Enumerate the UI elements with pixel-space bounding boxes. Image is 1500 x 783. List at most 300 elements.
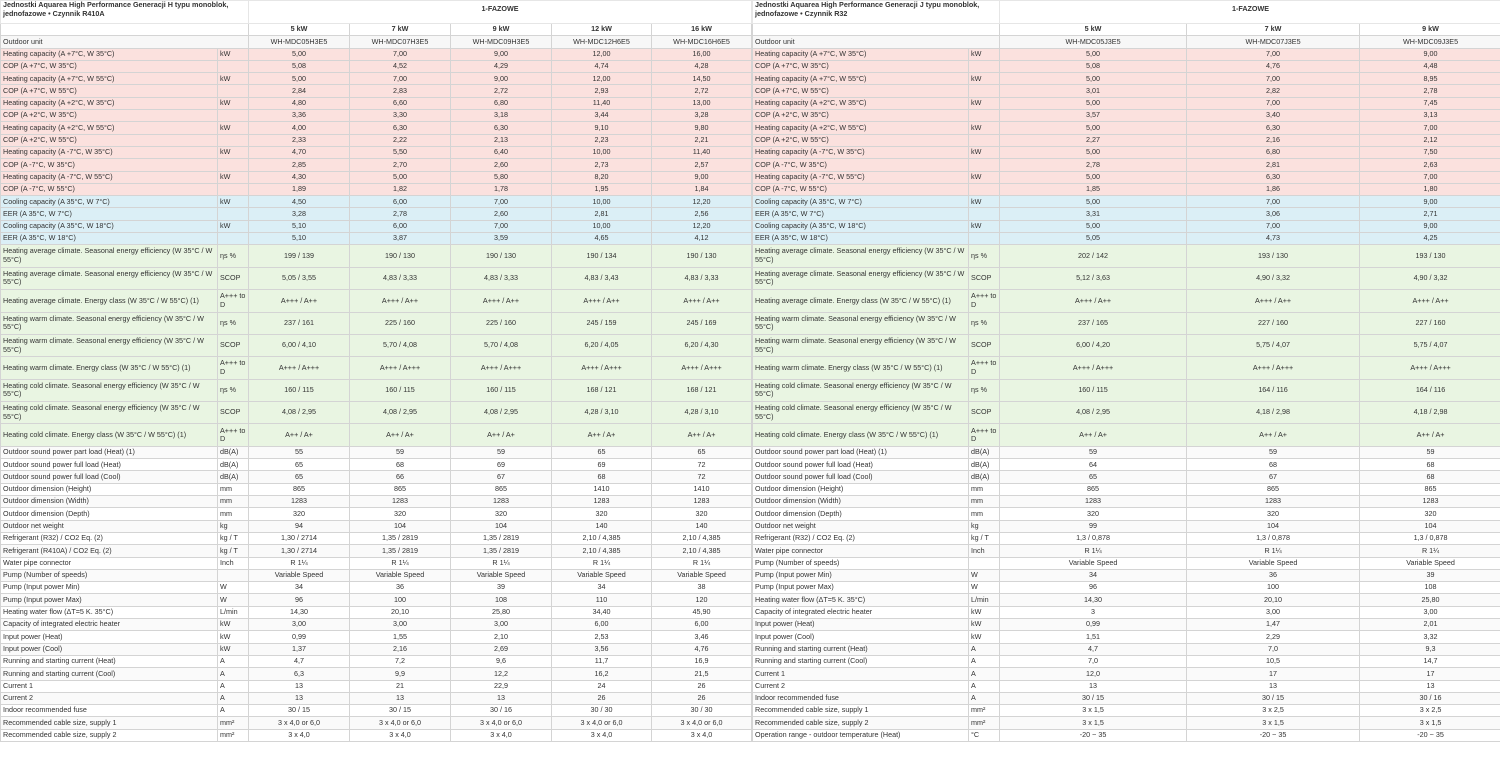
- spec-label: Heating capacity (A -7°C, W 55°C): [1, 171, 218, 183]
- spec-label: Outdoor net weight: [753, 520, 969, 532]
- spec-label: Heating cold climate. Energy class (W 35°C / W 55°C) (1): [1, 424, 218, 446]
- spec-value: 12,2: [451, 668, 552, 680]
- spec-value: 30 / 15: [350, 705, 451, 717]
- spec-value: 7,00: [350, 73, 451, 85]
- spec-label: Heating capacity (A +7°C, W 35°C): [1, 48, 218, 60]
- spec-unit: A+++ to D: [218, 424, 249, 446]
- spec-unit: dB(A): [969, 446, 1000, 458]
- spec-value: 65: [1000, 471, 1187, 483]
- spec-value: 14,7: [1360, 655, 1500, 667]
- spec-value: R 1¼: [552, 557, 652, 569]
- spec-value: 6,30: [350, 122, 451, 134]
- spec-label: Pump (Input power Max): [753, 582, 969, 594]
- spec-value: 5,10: [249, 233, 350, 245]
- spec-value: 193 / 130: [1187, 245, 1360, 267]
- spec-value: 2,84: [249, 85, 350, 97]
- spec-row: [753, 245, 1500, 267]
- spec-value: 3,00: [350, 619, 451, 631]
- spec-value: R 1¼: [451, 557, 552, 569]
- spec-value: 190 / 130: [451, 245, 552, 267]
- spec-row: [753, 267, 1500, 289]
- spec-value: 4,76: [652, 643, 752, 655]
- spec-label: Outdoor net weight: [1, 520, 218, 532]
- spec-row: [753, 483, 1500, 495]
- spec-label: COP (A -7°C, W 55°C): [753, 183, 969, 195]
- spec-value: 4,73: [1187, 233, 1360, 245]
- spec-value: 2,60: [451, 208, 552, 220]
- right-table-body: [753, 48, 1500, 741]
- spec-value: 140: [652, 520, 752, 532]
- spec-row: [1, 655, 752, 667]
- spec-value: 4,90 / 3,32: [1360, 267, 1500, 289]
- spec-row: [1, 569, 752, 581]
- spec-row: [753, 569, 1500, 581]
- spec-value: 30 / 16: [1360, 692, 1500, 704]
- spec-row: [1, 606, 752, 618]
- spec-value: 164 / 116: [1360, 379, 1500, 401]
- left-model-label: Outdoor unit: [1, 36, 249, 48]
- spec-value: 2,56: [652, 208, 752, 220]
- right-kw-header: 7 kW: [1187, 24, 1360, 36]
- spec-value: A+++ / A+++: [1187, 357, 1360, 379]
- spec-label: Refrigerant (R32) / CO2 Eq. (2): [753, 532, 969, 544]
- spec-value: 2,83: [350, 85, 451, 97]
- spec-value: Variable Speed: [249, 569, 350, 581]
- spec-label: Heating capacity (A -7°C, W 55°C): [753, 171, 969, 183]
- spec-unit: [218, 159, 249, 171]
- spec-unit: kW: [969, 631, 1000, 643]
- spec-unit: dB(A): [969, 459, 1000, 471]
- spec-value: 2,71: [1360, 208, 1500, 220]
- spec-value: A+++ / A++: [1187, 290, 1360, 312]
- spec-row: [1, 334, 752, 356]
- spec-label: Heating cold climate. Seasonal energy efficiency (W 35°C / W 55°C): [1, 402, 218, 424]
- spec-row: [753, 171, 1500, 183]
- spec-value: 21,5: [652, 668, 752, 680]
- spec-label: Outdoor sound power full load (Cool): [753, 471, 969, 483]
- spec-value: 4,90 / 3,32: [1187, 267, 1360, 289]
- spec-value: 12,20: [652, 220, 752, 232]
- spec-row: [753, 606, 1500, 618]
- spec-label: Heating capacity (A +2°C, W 35°C): [753, 97, 969, 109]
- spec-value: 5,08: [1000, 60, 1187, 72]
- spec-label: COP (A +2°C, W 35°C): [1, 110, 218, 122]
- spec-value: 4,08 / 2,95: [451, 402, 552, 424]
- spec-value: 26: [652, 680, 752, 692]
- right-kw-spacer: [753, 24, 1000, 36]
- spec-value: 4,83 / 3,33: [350, 267, 451, 289]
- spec-value: A+++ / A++: [552, 290, 652, 312]
- spec-value: 3,56: [552, 643, 652, 655]
- spec-row: [753, 334, 1500, 356]
- spec-value: 10,5: [1187, 655, 1360, 667]
- spec-value: 7,00: [451, 220, 552, 232]
- spec-value: 2,70: [350, 159, 451, 171]
- spec-value: 104: [1360, 520, 1500, 532]
- spec-row: [1, 483, 752, 495]
- spec-row: [753, 85, 1500, 97]
- spec-label: Heating capacity (A +2°C, W 35°C): [1, 97, 218, 109]
- spec-unit: [969, 159, 1000, 171]
- spec-value: 6,00: [652, 619, 752, 631]
- spec-label: COP (A +7°C, W 55°C): [1, 85, 218, 97]
- spec-value: A+++ / A+++: [1000, 357, 1187, 379]
- spec-value: 227 / 160: [1360, 312, 1500, 334]
- spec-value: 6,00: [350, 220, 451, 232]
- spec-value: R 1¼: [652, 557, 752, 569]
- spec-row: [1, 183, 752, 195]
- spec-row: [1, 379, 752, 401]
- spec-unit: mm²: [969, 705, 1000, 717]
- right-spec-table: [752, 0, 1500, 742]
- spec-row: [753, 424, 1500, 446]
- spec-value: 320: [1187, 508, 1360, 520]
- spec-label: Heating warm climate. Seasonal energy efficiency (W 35°C / W 55°C): [1, 312, 218, 334]
- spec-value: 4,00: [249, 122, 350, 134]
- spec-value: 94: [249, 520, 350, 532]
- spec-value: 3 x 1,5: [1000, 705, 1187, 717]
- spec-label: Heating warm climate. Seasonal energy efficiency (W 35°C / W 55°C): [1, 334, 218, 356]
- left-spec-table: [0, 0, 752, 742]
- spec-value: 7,00: [1187, 73, 1360, 85]
- spec-label: Pump (Input power Max): [1, 594, 218, 606]
- spec-value: 1,37: [249, 643, 350, 655]
- spec-label: Current 2: [1, 692, 218, 704]
- spec-row: [753, 60, 1500, 72]
- spec-value: 2,27: [1000, 134, 1187, 146]
- spec-value: 30 / 15: [1187, 692, 1360, 704]
- spec-value: 6,00: [552, 619, 652, 631]
- spec-label: Heating capacity (A +2°C, W 55°C): [1, 122, 218, 134]
- spec-value: 202 / 142: [1000, 245, 1187, 267]
- spec-value: 68: [552, 471, 652, 483]
- spec-value: 1,30 / 2714: [249, 545, 350, 557]
- spec-label: Pump (Input power Min): [753, 569, 969, 581]
- spec-value: 16,00: [652, 48, 752, 60]
- spec-value: 1,47: [1187, 619, 1360, 631]
- left-kw-header: 16 kW: [652, 24, 752, 36]
- right-model-label: Outdoor unit: [753, 36, 1000, 48]
- spec-value: 68: [1187, 459, 1360, 471]
- spec-value: 4,18 / 2,98: [1187, 402, 1360, 424]
- spec-unit: W: [218, 582, 249, 594]
- spec-label: Recommended cable size, supply 2: [1, 729, 218, 741]
- spec-value: Variable Speed: [350, 569, 451, 581]
- spec-unit: SCOP: [969, 334, 1000, 356]
- spec-row: [753, 233, 1500, 245]
- spec-value: A+++ / A+++: [1360, 357, 1500, 379]
- spec-label: COP (A -7°C, W 35°C): [1, 159, 218, 171]
- spec-value: 2,10 / 4,385: [652, 532, 752, 544]
- spec-value: 1283: [1360, 496, 1500, 508]
- spec-value: 2,16: [350, 643, 451, 655]
- spec-label: Heating water flow (ΔT=5 K. 35°C): [1, 606, 218, 618]
- spec-label: Outdoor dimension (Width): [1, 496, 218, 508]
- spec-value: 5,00: [249, 48, 350, 60]
- spec-row: [753, 196, 1500, 208]
- spec-label: Running and starting current (Heat): [753, 643, 969, 655]
- spec-value: 1283: [652, 496, 752, 508]
- spec-value: 12,20: [652, 196, 752, 208]
- spec-value: 9,9: [350, 668, 451, 680]
- spec-value: 6,30: [1187, 122, 1360, 134]
- left-kw-header: 9 kW: [451, 24, 552, 36]
- spec-value: 6,00 / 4,20: [1000, 334, 1187, 356]
- spec-value: 1283: [1000, 496, 1187, 508]
- spec-row: [1, 220, 752, 232]
- spec-unit: ηs %: [969, 379, 1000, 401]
- spec-row: [753, 290, 1500, 312]
- spec-label: Recommended cable size, supply 1: [1, 717, 218, 729]
- spec-value: 104: [350, 520, 451, 532]
- spec-value: 3,59: [451, 233, 552, 245]
- left-kw-header: 12 kW: [552, 24, 652, 36]
- spec-value: 237 / 161: [249, 312, 350, 334]
- spec-unit: A: [969, 692, 1000, 704]
- spec-value: 1,30 / 2714: [249, 532, 350, 544]
- left-model-name: WH-MDC12H6E5: [552, 36, 652, 48]
- spec-row: [1, 267, 752, 289]
- spec-value: 3 x 2,5: [1360, 705, 1500, 717]
- spec-value: 2,53: [552, 631, 652, 643]
- spec-value: 11,40: [552, 97, 652, 109]
- spec-row: [1, 196, 752, 208]
- spec-label: Current 1: [1, 680, 218, 692]
- spec-value: -20 ~ 35: [1187, 729, 1360, 741]
- spec-value: 3,44: [552, 110, 652, 122]
- spec-row: [753, 717, 1500, 729]
- spec-value: A+++ / A+++: [451, 357, 552, 379]
- spec-value: 3 x 2,5: [1187, 705, 1360, 717]
- left-model-name: WH-MDC16H6E5: [652, 36, 752, 48]
- spec-value: 237 / 165: [1000, 312, 1187, 334]
- spec-unit: mm: [969, 483, 1000, 495]
- spec-row: [1, 557, 752, 569]
- spec-value: 5,00: [1000, 146, 1187, 158]
- spec-label: Cooling capacity (A 35°C, W 7°C): [753, 196, 969, 208]
- spec-value: R 1¼: [1360, 545, 1500, 557]
- spec-label: Current 2: [753, 680, 969, 692]
- spec-value: A+++ / A+++: [249, 357, 350, 379]
- spec-value: A++ / A+: [1187, 424, 1360, 446]
- spec-value: 5,50: [350, 146, 451, 158]
- spec-value: 59: [1187, 446, 1360, 458]
- spec-value: 10,00: [552, 146, 652, 158]
- spec-value: 96: [249, 594, 350, 606]
- spec-value: 5,00: [1000, 220, 1187, 232]
- spec-value: 227 / 160: [1187, 312, 1360, 334]
- spec-unit: SCOP: [218, 267, 249, 289]
- spec-value: 865: [451, 483, 552, 495]
- spec-value: 7,00: [1187, 48, 1360, 60]
- spec-value: 160 / 115: [1000, 379, 1187, 401]
- spec-value: 13: [350, 692, 451, 704]
- spec-row: [753, 619, 1500, 631]
- spec-unit: kW: [969, 48, 1000, 60]
- spec-row: [753, 582, 1500, 594]
- left-model-name: WH-MDC05H3E5: [249, 36, 350, 48]
- spec-value: 245 / 159: [552, 312, 652, 334]
- spec-unit: mm²: [969, 717, 1000, 729]
- spec-value: 3 x 4,0: [652, 729, 752, 741]
- spec-row: [753, 402, 1500, 424]
- spec-value: 4,65: [552, 233, 652, 245]
- spec-row: [753, 508, 1500, 520]
- spec-value: Variable Speed: [1187, 557, 1360, 569]
- spec-value: 5,10: [249, 220, 350, 232]
- spec-value: 68: [1360, 459, 1500, 471]
- spec-row: [753, 643, 1500, 655]
- spec-value: 34,40: [552, 606, 652, 618]
- spec-value: 4,25: [1360, 233, 1500, 245]
- spec-value: 20,10: [350, 606, 451, 618]
- spec-value: 3,28: [652, 110, 752, 122]
- spec-unit: kW: [969, 97, 1000, 109]
- spec-unit: A: [218, 692, 249, 704]
- spec-value: 5,00: [1000, 196, 1187, 208]
- spec-row: [1, 357, 752, 379]
- spec-value: 2,78: [1360, 85, 1500, 97]
- spec-unit: [218, 85, 249, 97]
- spec-value: 1,35 / 2819: [451, 532, 552, 544]
- spec-label: Heating capacity (A -7°C, W 35°C): [753, 146, 969, 158]
- spec-row: [1, 97, 752, 109]
- spec-value: 1283: [350, 496, 451, 508]
- spec-label: Water pipe connector: [753, 545, 969, 557]
- spec-value: 5,80: [451, 171, 552, 183]
- spec-value: 9,3: [1360, 643, 1500, 655]
- spec-label: Heating average climate. Seasonal energy efficiency (W 35°C / W 55°C): [1, 245, 218, 267]
- spec-value: 6,20 / 4,30: [652, 334, 752, 356]
- spec-value: 65: [249, 459, 350, 471]
- spec-value: 2,78: [350, 208, 451, 220]
- spec-unit: dB(A): [218, 471, 249, 483]
- spec-label: Pump (Number of speeds): [753, 557, 969, 569]
- spec-value: 65: [249, 471, 350, 483]
- spec-unit: [969, 60, 1000, 72]
- spec-value: A++ / A+: [451, 424, 552, 446]
- spec-row: [1, 122, 752, 134]
- spec-row: [1, 402, 752, 424]
- spec-label: Heating capacity (A -7°C, W 35°C): [1, 146, 218, 158]
- spec-value: 26: [652, 692, 752, 704]
- spec-unit: A+++ to D: [969, 357, 1000, 379]
- spec-value: 3,00: [451, 619, 552, 631]
- spec-row: [1, 73, 752, 85]
- spec-value: -20 ~ 35: [1000, 729, 1187, 741]
- spec-row: [1, 471, 752, 483]
- right-phase-label: 1-FAZOWE: [1000, 1, 1500, 24]
- spec-unit: ηs %: [969, 245, 1000, 267]
- spec-value: 4,7: [1000, 643, 1187, 655]
- left-kw-row: [1, 24, 752, 36]
- spec-row: [753, 496, 1500, 508]
- spec-value: 5,00: [1000, 122, 1187, 134]
- spec-row: [1, 692, 752, 704]
- spec-value: 2,69: [451, 643, 552, 655]
- spec-value: 5,00: [1000, 171, 1187, 183]
- spec-value: 7,0: [1187, 643, 1360, 655]
- spec-row: [1, 705, 752, 717]
- spec-value: 30 / 16: [451, 705, 552, 717]
- spec-row: [753, 312, 1500, 334]
- spec-value: 245 / 169: [652, 312, 752, 334]
- spec-label: Outdoor sound power full load (Cool): [1, 471, 218, 483]
- spec-label: Pump (Input power Min): [1, 582, 218, 594]
- spec-value: R 1¼: [1000, 545, 1187, 557]
- spec-label: EER (A 35°C, W 7°C): [753, 208, 969, 220]
- spec-row: [1, 171, 752, 183]
- spec-value: 4,28 / 3,10: [552, 402, 652, 424]
- spec-value: 320: [249, 508, 350, 520]
- spec-value: 69: [552, 459, 652, 471]
- spec-value: 21: [350, 680, 451, 692]
- spec-label: Water pipe connector: [1, 557, 218, 569]
- spec-row: [753, 471, 1500, 483]
- spec-label: Outdoor sound power part load (Heat) (1): [753, 446, 969, 458]
- spec-value: 99: [1000, 520, 1187, 532]
- spec-unit: kW: [218, 631, 249, 643]
- spec-label: Heating warm climate. Seasonal energy efficiency (W 35°C / W 55°C): [753, 312, 969, 334]
- spec-value: 2,57: [652, 159, 752, 171]
- spec-value: 59: [1360, 446, 1500, 458]
- spec-unit: SCOP: [969, 402, 1000, 424]
- spec-unit: kW: [969, 606, 1000, 618]
- spec-value: 320: [350, 508, 451, 520]
- spec-value: 2,29: [1187, 631, 1360, 643]
- spec-value: 2,82: [1187, 85, 1360, 97]
- spec-value: 8,95: [1360, 73, 1500, 85]
- spec-row: [753, 357, 1500, 379]
- spec-row: [1, 594, 752, 606]
- spec-value: 12,0: [1000, 668, 1187, 680]
- spec-value: 17: [1187, 668, 1360, 680]
- spec-value: 3 x 1,5: [1360, 717, 1500, 729]
- spec-value: 1283: [249, 496, 350, 508]
- left-phase-label: 1-FAZOWE: [249, 1, 752, 24]
- spec-value: 1,35 / 2819: [350, 532, 451, 544]
- spec-unit: A+++ to D: [969, 424, 1000, 446]
- spec-unit: kW: [218, 48, 249, 60]
- spec-unit: A: [969, 655, 1000, 667]
- spec-label: Input power (Heat): [1, 631, 218, 643]
- spec-label: COP (A -7°C, W 55°C): [1, 183, 218, 195]
- spec-unit: kg: [218, 520, 249, 532]
- spec-unit: kW: [969, 619, 1000, 631]
- spec-value: 4,08 / 2,95: [1000, 402, 1187, 424]
- left-kw-header: 5 kW: [249, 24, 350, 36]
- spec-value: 64: [1000, 459, 1187, 471]
- spec-value: 865: [1187, 483, 1360, 495]
- spec-value: 9,00: [652, 171, 752, 183]
- spec-unit: A+++ to D: [218, 290, 249, 312]
- spec-value: 68: [350, 459, 451, 471]
- spec-value: 12,00: [552, 73, 652, 85]
- spec-value: 2,10 / 4,385: [552, 532, 652, 544]
- spec-value: 1,84: [652, 183, 752, 195]
- spec-value: 1,55: [350, 631, 451, 643]
- spec-value: A++ / A+: [249, 424, 350, 446]
- spec-row: [753, 208, 1500, 220]
- spec-value: 2,13: [451, 134, 552, 146]
- spec-value: 4,08 / 2,95: [249, 402, 350, 424]
- spec-row: [1, 424, 752, 446]
- spec-value: 3,57: [1000, 110, 1187, 122]
- spec-row: [753, 183, 1500, 195]
- spec-value: 1283: [1187, 496, 1360, 508]
- right-kw-header: 5 kW: [1000, 24, 1187, 36]
- spec-value: 1,80: [1360, 183, 1500, 195]
